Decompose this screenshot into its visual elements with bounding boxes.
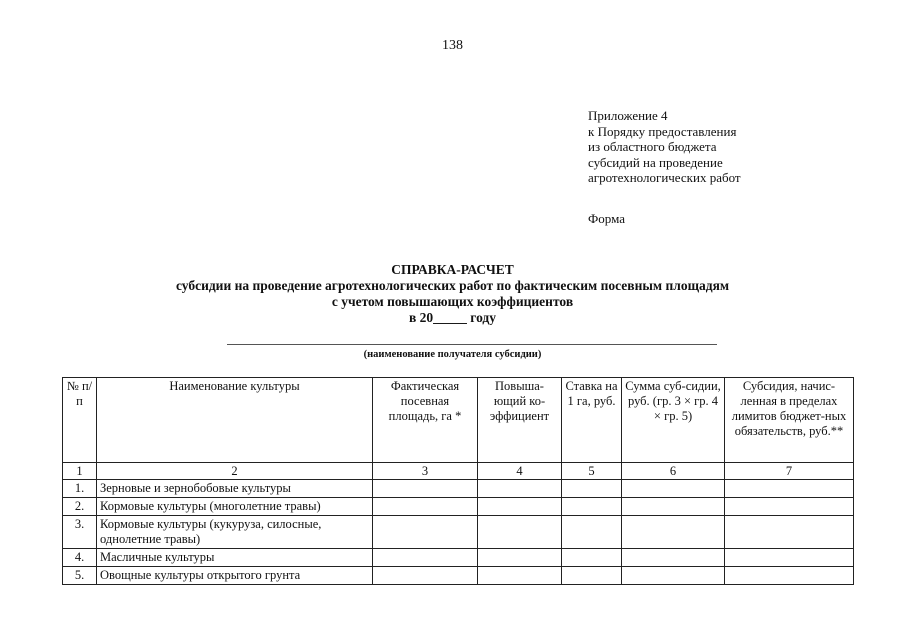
header-cell: Сумма суб-сидии, руб. (гр. 3 × гр. 4 × гр. 5) (622, 378, 725, 463)
header-cell: Ставка на 1 га, руб. (562, 378, 622, 463)
data-cell (562, 498, 622, 516)
data-cell (478, 549, 562, 567)
data-cell (373, 516, 478, 549)
row-number: 4. (63, 549, 97, 567)
appendix-reference (588, 108, 741, 186)
data-cell (562, 516, 622, 549)
table-row (63, 516, 854, 549)
crop-name: Кормовые культуры (кукуруза, силосные, однолетние травы) (97, 516, 373, 549)
calculation-table (62, 377, 854, 585)
appendix-line: агротехнологических работ (588, 170, 741, 185)
appendix-line: к Порядку предоставления (588, 123, 737, 139)
row-number: 5. (63, 567, 97, 585)
column-number: 2 (97, 463, 373, 480)
row-number: 2. (63, 498, 97, 516)
table-row (63, 567, 854, 585)
column-number: 6 (622, 463, 725, 480)
recipient-name-line (227, 344, 717, 345)
data-cell (622, 516, 725, 549)
data-cell (478, 567, 562, 585)
header-cell: Субсидия, начис-ленная в пределах лимитов бюджет-ных обязательств, руб.** (725, 378, 854, 463)
column-number: 4 (478, 463, 562, 480)
row-number: 1. (63, 480, 97, 498)
data-cell (478, 498, 562, 516)
form-label: Форма (588, 211, 625, 226)
column-number: 5 (562, 463, 622, 480)
title-line: СПРАВКА-РАСЧЕТ (391, 262, 514, 277)
data-cell (478, 480, 562, 498)
data-cell (373, 480, 478, 498)
header-cell: Повыша-ющий ко-эффициент (478, 378, 562, 463)
data-cell (562, 480, 622, 498)
crop-name: Овощные культуры открытого грунта (97, 567, 373, 585)
table-row (63, 549, 854, 567)
table-row (63, 480, 854, 498)
column-number-row (63, 463, 854, 480)
header-cell: Фактическая посевная площадь, га * (373, 378, 478, 463)
data-cell (562, 567, 622, 585)
data-cell (725, 516, 854, 549)
crop-name: Зерновые и зернобобовые культуры (97, 480, 373, 498)
header-cell: Наименование культуры (97, 378, 373, 463)
data-cell (725, 549, 854, 567)
appendix-line: Приложение 4 (588, 108, 668, 123)
data-cell (725, 567, 854, 585)
title-line: в 20_____ году (408, 310, 497, 325)
table-row (63, 498, 854, 516)
data-cell (562, 549, 622, 567)
document-title (0, 262, 905, 326)
appendix-line: субсидий на проведение (588, 154, 723, 170)
data-cell (622, 480, 725, 498)
crop-name: Кормовые культуры (многолетние травы) (97, 498, 373, 516)
data-cell (373, 567, 478, 585)
data-cell (373, 498, 478, 516)
header-cell: № п/п (63, 378, 97, 463)
data-cell (725, 498, 854, 516)
column-number: 7 (725, 463, 854, 480)
title-line: с учетом повышающих коэффициентов (331, 294, 574, 309)
data-cell (373, 549, 478, 567)
data-cell (622, 549, 725, 567)
table-header-row (63, 378, 854, 463)
column-number: 3 (373, 463, 478, 480)
title-line: субсидии на проведение агротехнологических работ по фактическим посевным площадям (175, 278, 730, 293)
appendix-line: из областного бюджета (588, 139, 717, 154)
row-number: 3. (63, 516, 97, 549)
page-number: 138 (442, 38, 463, 53)
data-cell (478, 516, 562, 549)
recipient-caption: (наименование получателя субсидии) (363, 349, 542, 360)
crop-name: Масличные культуры (97, 549, 373, 567)
data-cell (622, 567, 725, 585)
data-cell (725, 480, 854, 498)
column-number: 1 (63, 463, 97, 480)
data-cell (622, 498, 725, 516)
